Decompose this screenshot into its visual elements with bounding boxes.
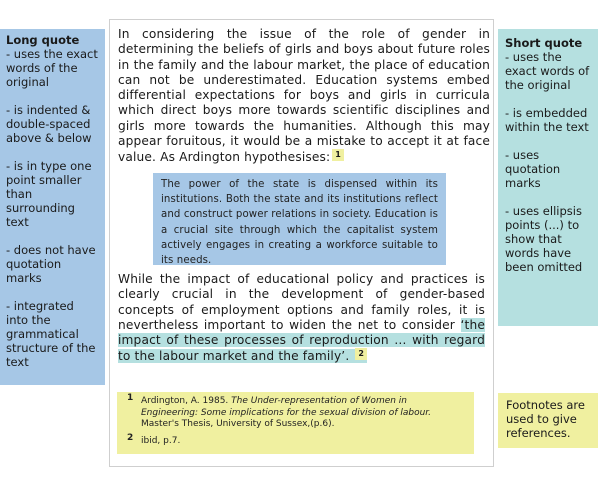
- short-quote-point: - uses ellipsis points (...) to show that words have been omitted: [505, 204, 586, 274]
- paragraph-2: [118, 272, 485, 365]
- footnote-text: ibid, p.7.: [141, 435, 181, 446]
- document-page: [109, 19, 494, 467]
- footnote-author: Ardington, A. 1985.: [141, 396, 232, 406]
- footnotes-block: [117, 392, 474, 454]
- long-quote-note: [0, 29, 105, 385]
- footnote-number: 1: [127, 393, 134, 403]
- paragraph-1: [118, 27, 490, 166]
- short-quote-point: - is embedded within the text: [505, 106, 591, 134]
- footnote-entry: [127, 432, 466, 448]
- long-quote-point: - uses the exact words of the original: [6, 47, 102, 89]
- footnote-source: Master's Thesis, University of Sussex,(p.6).: [141, 419, 335, 429]
- short-quote-point: - uses quotation marks: [505, 148, 564, 190]
- block-quote: [153, 173, 446, 265]
- long-quote-title: Long quote: [6, 33, 80, 47]
- footnote-ref-1: 1: [332, 149, 344, 161]
- long-quote-point: - is in type one point smaller than surrounding text: [6, 159, 96, 229]
- footnote-entry: [127, 393, 466, 431]
- footnote-number: 2: [127, 432, 134, 443]
- paragraph-1-text: In considering the issue of the role of gender in determining the beliefs of girls and boys about future roles in the family and the labour market, the place of education can not be underestimated. Education systems embed differential expectations for boys and girls in curricula which direct boys more towards scientific disciplines and girls more towards the humanities. Although this may appear foruitous, it would be a mistake to accept it at face value. As Ardington hypothesises:: [118, 27, 490, 165]
- block-quote-text: The power of the state is dispensed within its institutions. Both the state and its institutions reflect and construct power relations in society. Education is a crucial site through which the capitalist system actively engages in creating a workforce suitable to its needs.: [161, 179, 438, 267]
- short-quote-point: - uses the exact words of the original: [505, 50, 593, 92]
- footnotes-note: [498, 393, 598, 448]
- long-quote-point: - is indented & double-spaced above & below: [6, 103, 95, 145]
- short-quote-title: Short quote: [505, 36, 583, 50]
- paragraph-2-text: While the impact of educational policy and practices is clearly crucial in the development of gender-based concepts of employment options and family roles, it is nevertheless important to widen the net to consider: [118, 272, 485, 332]
- footnotes-note-text: Footnotes are used to give references.: [506, 398, 589, 440]
- footnote-title: The Under-representation of Women in Engineering: Some implications for the sexual division of labour.: [141, 396, 432, 418]
- short-quote-inline: ‘the impact of these processes of reproduction … with regard to the labour market and the family’.: [118, 317, 485, 364]
- long-quote-point: - does not have quotation marks: [6, 243, 100, 285]
- long-quote-point: - integrated into the grammatical structure of the text: [6, 299, 100, 369]
- short-quote-note: [498, 29, 598, 326]
- footnote-ref-2: 2: [355, 348, 367, 360]
